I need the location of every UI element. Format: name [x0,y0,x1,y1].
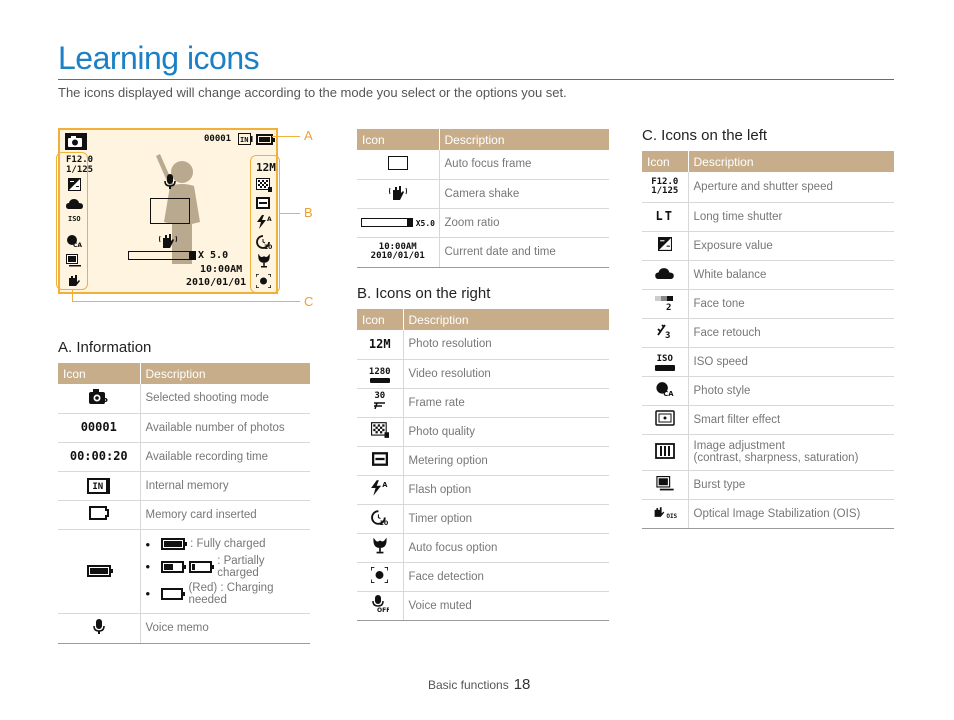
row-description: Memory card inserted [140,500,310,529]
row-description: Selected shooting mode [140,384,310,413]
row-description: Photo quality [403,417,609,446]
long-time-shutter-icon: LT [655,209,674,223]
svg-text:A: A [381,480,388,489]
section-b-title: B. Icons on the right [357,285,491,302]
aperture-shutter-icon [642,172,688,202]
table-row [642,231,894,260]
table-row [642,202,894,231]
internal-memory-icon [87,478,110,494]
table-row [357,446,609,475]
row-description: Available number of photos [140,413,310,442]
svg-text:A: A [267,216,272,223]
svg-text:10: 10 [379,519,389,526]
white-balance-icon [655,267,674,279]
column-header-icon: Icon [642,151,688,172]
battery-icon [87,565,111,577]
row-description: Internal memory [140,471,310,500]
svg-text:10: 10 [264,244,273,250]
face-tone-icon [655,294,675,310]
svg-text:IN: IN [240,136,249,144]
table-row [642,470,894,499]
row-description [688,434,894,470]
page-subtitle: The icons displayed will change according to the mode you select or the options you set. [58,85,567,100]
callout-line-c-vertical [72,290,73,301]
table-row [357,150,609,179]
auto-focus-icon [372,538,388,554]
svg-text:3: 3 [664,331,671,339]
af-frame [150,198,190,224]
row-description: Auto focus frame [439,150,609,179]
date-glyph: 2010/01/01 [370,251,425,261]
camera-preview [58,128,278,294]
preview-date: 2010/01/01 [186,277,247,288]
callout-line-c [72,301,300,302]
ois-icon [652,504,677,520]
row-description: Available recording time [140,442,310,471]
battery-partial-label: • : Partially charged [217,554,265,579]
face-detection-icon [371,567,388,583]
callout-label-b: B [304,205,313,220]
column-header-icon: Icon [357,309,403,330]
svg-text:OFF: OFF [376,607,389,613]
memory-card-icon [89,506,109,520]
table-row [357,562,609,591]
table-row [58,442,310,471]
left-icons-bracket [56,152,88,290]
row-description: Voice muted [403,591,609,620]
preview-zoom: X 5.0 [198,250,229,261]
table-row [642,289,894,318]
callout-label-a: A [304,128,313,143]
face-retouch-icon [656,323,674,339]
row-description: Aperture and shutter speed [688,172,894,202]
flash-icon [370,480,390,496]
table-row [642,434,894,470]
battery-partial-icon [161,561,184,573]
frame-rate-mark [373,401,387,409]
table-row [58,384,310,413]
column-header-icon: Icon [357,129,439,150]
preview-aperture: F12.0 [66,155,94,165]
battery-low-icon [189,561,212,573]
frame-rate-icon [373,392,387,413]
camera-shake-icon [388,182,408,202]
voice-memo-icon [93,619,105,635]
preview-time: 10:00AM [200,264,243,275]
table-row [357,417,609,446]
shooting-mode-icon [88,388,110,405]
table-row [58,471,310,500]
table-row [357,208,609,237]
zoom-ratio-icon [361,218,413,227]
battery-full-icon [161,538,185,550]
battery-empty-icon [161,588,183,600]
list-item [146,582,306,606]
footer-section: Basic functions [428,678,509,692]
row-description: Video resolution [403,359,609,388]
iso-icon [655,355,675,371]
svg-text:P: P [101,397,108,406]
row-description: Zoom ratio [439,208,609,237]
row-description: Voice memo [140,613,310,643]
iso-icon: ISO [68,215,81,223]
battery-full-label: • : Fully charged [190,538,266,550]
table-row [357,504,609,533]
column-header-icon: Icon [58,363,140,384]
timer-icon [371,509,389,526]
video-resolution-glyph: 1280 [368,366,391,377]
image-adjustment-icon [655,443,675,459]
table-row [642,347,894,376]
information-table [58,363,310,644]
table-row [58,613,310,643]
section-a-title: A. Information [58,339,152,356]
zoom-bar [128,251,196,260]
table-row [642,172,894,202]
row-description: Face retouch [688,318,894,347]
photo-resolution-icon: 12M [368,336,391,351]
date-time-icon [357,237,439,267]
row-description: Face tone [688,289,894,318]
table-header [642,151,894,172]
table-row [642,376,894,405]
column-header-description: Description [403,309,609,330]
frame-rate-glyph: 30 [374,391,386,402]
table-row [642,405,894,434]
table-row [357,330,609,359]
battery-icon [256,134,273,145]
camera-mode-icon [65,133,87,150]
voice-muted-icon [371,595,389,613]
preview-counter: 00001 [204,134,232,144]
table-row [357,475,609,504]
overlay-icons-table [357,129,609,268]
voice-memo-icon [164,174,176,190]
row-description: Photo style [688,376,894,405]
internal-memory-icon [238,133,253,145]
ois-glyph: OIS [666,513,678,520]
title-divider [58,79,894,80]
photo-count-icon: 00001 [80,420,117,434]
zoom-ratio-glyph: X5.0 [415,218,435,228]
svg-text:CA: CA [73,242,83,248]
row-description: Long time shutter [688,202,894,231]
column-header-description: Description [439,129,609,150]
metering-icon [372,452,388,466]
ois-hand-mark [652,504,666,520]
right-icons-table [357,309,609,621]
smart-filter-icon [655,410,675,426]
table-header [58,363,310,384]
table-row [58,413,310,442]
list-item [146,555,306,579]
callout-line-a [272,136,300,137]
callout-label-c: C [304,294,314,309]
row-description: Flash option [403,475,609,504]
preview-resolution: 12M [256,161,276,174]
svg-text:CA: CA [663,389,674,397]
column-header-description: Description [140,363,310,384]
battery-empty-label: • (Red) : Charging needed [188,581,274,606]
recording-time-icon: 00:00:20 [69,449,128,463]
table-row [58,529,310,613]
battery-states-list [146,530,306,613]
photo-style-icon [655,381,675,397]
table-row [642,260,894,289]
row-description: Frame rate [403,388,609,417]
preview-shutter: 1/125 [66,165,94,175]
callout-line-b [280,213,300,214]
internal-memory-glyph: IN [92,481,104,492]
row-description: ISO speed [688,347,894,376]
video-resolution-icon [369,368,391,383]
page-footer [428,676,530,693]
row-description: Timer option [403,504,609,533]
table-row [642,318,894,347]
row-description-line2: (contrast, sharpness, saturation) [693,452,859,464]
row-description: Smart filter effect [688,405,894,434]
iso-bar [655,365,675,371]
af-frame-icon [388,156,408,170]
table-header [357,309,609,330]
table-header [357,129,609,150]
svg-text:2: 2 [665,303,672,310]
table-row [357,179,609,208]
table-row [357,591,609,620]
list-item [146,537,306,552]
row-description: White balance [688,260,894,289]
row-description: Current date and time [439,237,609,267]
row-description: Face detection [403,562,609,591]
page-title: Learning icons [58,40,260,76]
table-row [357,388,609,417]
row-description: Photo resolution [403,330,609,359]
time-glyph: 10:00AM [378,242,417,252]
row-description: Burst type [688,470,894,499]
aperture-glyph: F12.0 [651,176,679,187]
row-description: Exposure value [688,231,894,260]
row-description: Metering option [403,446,609,475]
exposure-icon [658,237,672,251]
left-icons-table [642,151,894,529]
table-row [357,237,609,267]
row-description: Camera shake [439,179,609,208]
row-description-line1: Image adjustment [693,440,785,452]
video-resolution-bar [370,378,390,383]
row-description: Optical Image Stabilization (OIS) [688,499,894,528]
burst-icon [656,476,674,491]
photo-quality-icon [371,422,389,438]
right-icons-bracket [250,155,280,293]
page-number: 18 [513,676,531,693]
row-description: Auto focus option [403,533,609,562]
shutter-glyph: 1/125 [651,185,679,196]
camera-shake-icon [158,230,178,250]
section-c-title: C. Icons on the left [642,127,768,144]
table-row [642,499,894,528]
column-header-description: Description [688,151,894,172]
table-row [357,359,609,388]
iso-glyph: ISO [656,354,673,364]
table-row [58,500,310,529]
table-row [357,533,609,562]
